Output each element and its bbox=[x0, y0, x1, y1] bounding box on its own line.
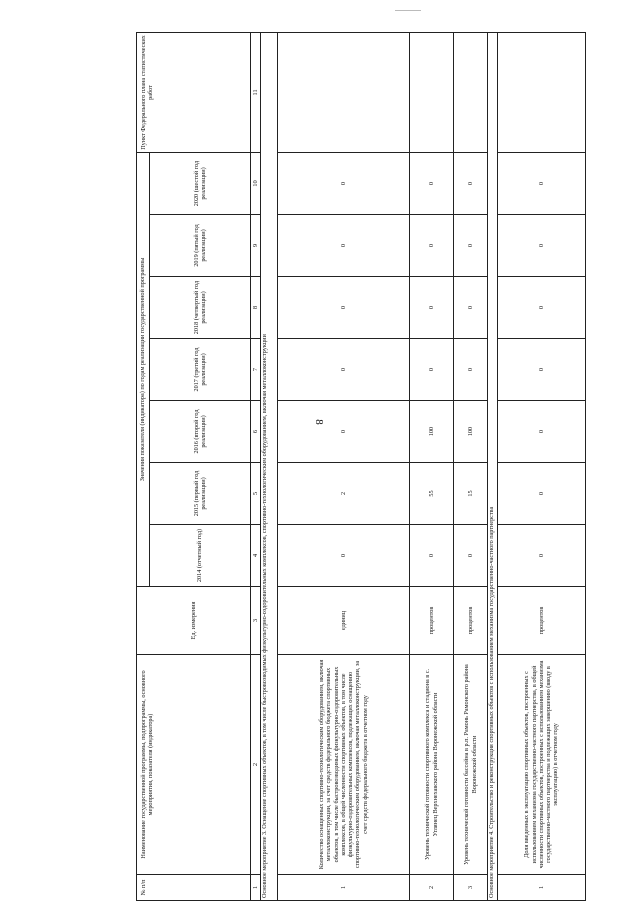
section-row bbox=[488, 33, 498, 901]
row-value: 100 bbox=[410, 401, 454, 463]
row-num: 2 bbox=[410, 875, 454, 901]
row-name: Доля введенных в эксплуатацию спортивных объектов, построенных с использованием механизма государственно-частного партнерства, в общей численности спортивных объектов, построенных с использованием механизма государственно-частного партнерства и подлежащих завершению (вводу в эксплуатацию) в отчетном году bbox=[498, 655, 586, 875]
column-number: 6 bbox=[251, 401, 261, 463]
row-value: 0 bbox=[410, 277, 454, 339]
table-row bbox=[410, 33, 454, 901]
column-number: 7 bbox=[251, 339, 261, 401]
row-name: Уровень технической готовности бассейна в р.п. Рамонь Рамонского района Воронежской области bbox=[454, 655, 488, 875]
table-landscape bbox=[136, 33, 560, 901]
row-value: 0 bbox=[498, 339, 586, 401]
header-name: Наименование государственной программы, подпрограммы, основного мероприятия, показателя (индикатора) bbox=[137, 655, 251, 875]
column-numbers-row bbox=[251, 33, 261, 901]
header-year: 2014 (отчетный год) bbox=[150, 525, 251, 587]
row-plan bbox=[278, 33, 410, 153]
row-value: 0 bbox=[410, 525, 454, 587]
section-row bbox=[261, 33, 278, 901]
header-year: 2020 (шестой год реализации) bbox=[150, 153, 251, 215]
header-num: № п/п bbox=[137, 875, 251, 901]
row-value: 100 bbox=[454, 401, 488, 463]
row-plan bbox=[498, 33, 586, 153]
row-name: Уровень технической готовности спортивного комплекса и стадиона в с. Углянец Верхнехавского района Воронежской области bbox=[410, 655, 454, 875]
row-value: 0 bbox=[278, 215, 410, 277]
column-number: 2 bbox=[251, 655, 261, 875]
header-values-group: Значения показателя (индикатора) по годам реализации государственной программы bbox=[137, 153, 150, 587]
row-value: 0 bbox=[454, 339, 488, 401]
page-number: 8 bbox=[313, 419, 325, 425]
row-value: 0 bbox=[454, 525, 488, 587]
row-value: 0 bbox=[454, 277, 488, 339]
row-value: 0 bbox=[278, 401, 410, 463]
row-value: 15 bbox=[454, 463, 488, 525]
column-number: 11 bbox=[251, 33, 261, 153]
rotated-table-area bbox=[136, 33, 560, 901]
table-row bbox=[498, 33, 586, 901]
row-unit: единиц bbox=[278, 587, 410, 655]
row-plan bbox=[410, 33, 454, 153]
row-unit: процентов bbox=[410, 587, 454, 655]
row-value: 0 bbox=[498, 277, 586, 339]
row-value: 0 bbox=[454, 153, 488, 215]
header-year: 2016 (второй год реализации) bbox=[150, 401, 251, 463]
scan-edge-line bbox=[395, 10, 421, 11]
column-number: 3 bbox=[251, 587, 261, 655]
row-num: 3 bbox=[454, 875, 488, 901]
row-value: 0 bbox=[498, 401, 586, 463]
row-value: 2 bbox=[278, 463, 410, 525]
table-row bbox=[454, 33, 488, 901]
column-number: 9 bbox=[251, 215, 261, 277]
row-unit: процентов bbox=[498, 587, 586, 655]
row-value: 0 bbox=[498, 215, 586, 277]
header-year: 2015 (первый год реализации) bbox=[150, 463, 251, 525]
row-value: 0 bbox=[454, 215, 488, 277]
row-value: 0 bbox=[498, 153, 586, 215]
section-title: Основное мероприятие 4. Строительство и реконструкция спортивных объектов с использованием механизма государственно-частного партнерства bbox=[488, 33, 498, 901]
section-title: Основное мероприятие 3. Оснащение спортивных объектов, в том числе быстровозводимых физкультурно-оздоровительных комплексов, спортивно-технологическим оборудованием, включая металлоконструкции bbox=[261, 33, 278, 901]
row-value: 0 bbox=[410, 339, 454, 401]
row-num: 1 bbox=[278, 875, 410, 901]
header-plan: Пункт Федерального плана статистических работ bbox=[137, 33, 251, 153]
row-value: 0 bbox=[410, 215, 454, 277]
row-unit: процентов bbox=[454, 587, 488, 655]
indicators-table bbox=[136, 32, 586, 901]
column-number: 8 bbox=[251, 277, 261, 339]
row-value: 0 bbox=[498, 525, 586, 587]
row-plan bbox=[454, 33, 488, 153]
row-num: 1 bbox=[498, 875, 586, 901]
row-value: 0 bbox=[410, 153, 454, 215]
header-year: 2019 (пятый год реализации) bbox=[150, 215, 251, 277]
header-unit: Ед. измерения bbox=[137, 587, 251, 655]
table-row bbox=[278, 33, 410, 901]
row-value: 0 bbox=[498, 463, 586, 525]
column-number: 5 bbox=[251, 463, 261, 525]
header-row-top bbox=[137, 33, 150, 901]
row-name: Количество оснащенных спортивно-технологическим оборудованием, включая металлоконструкции, за счет средств федерального бюджета спортивных объектов, в том числе быстровозводимых физкультурно-оздоровительных комплексов, в общей численности спортивных объектов, в том числе физкультурно-оздоровительных комплексов, подлежащих оснащению спортивно-технологическим оборудованием, включая металлоконструкции, за счет средств федерального бюджета в отчетном году bbox=[278, 655, 410, 875]
row-value: 0 bbox=[278, 339, 410, 401]
header-year: 2017 (третий год реализации) bbox=[150, 339, 251, 401]
header-year: 2018 (четвертый год реализации) bbox=[150, 277, 251, 339]
row-value: 55 bbox=[410, 463, 454, 525]
column-number: 4 bbox=[251, 525, 261, 587]
column-number: 1 bbox=[251, 875, 261, 901]
column-number: 10 bbox=[251, 153, 261, 215]
row-value: 0 bbox=[278, 525, 410, 587]
row-value: 0 bbox=[278, 153, 410, 215]
row-value: 0 bbox=[278, 277, 410, 339]
